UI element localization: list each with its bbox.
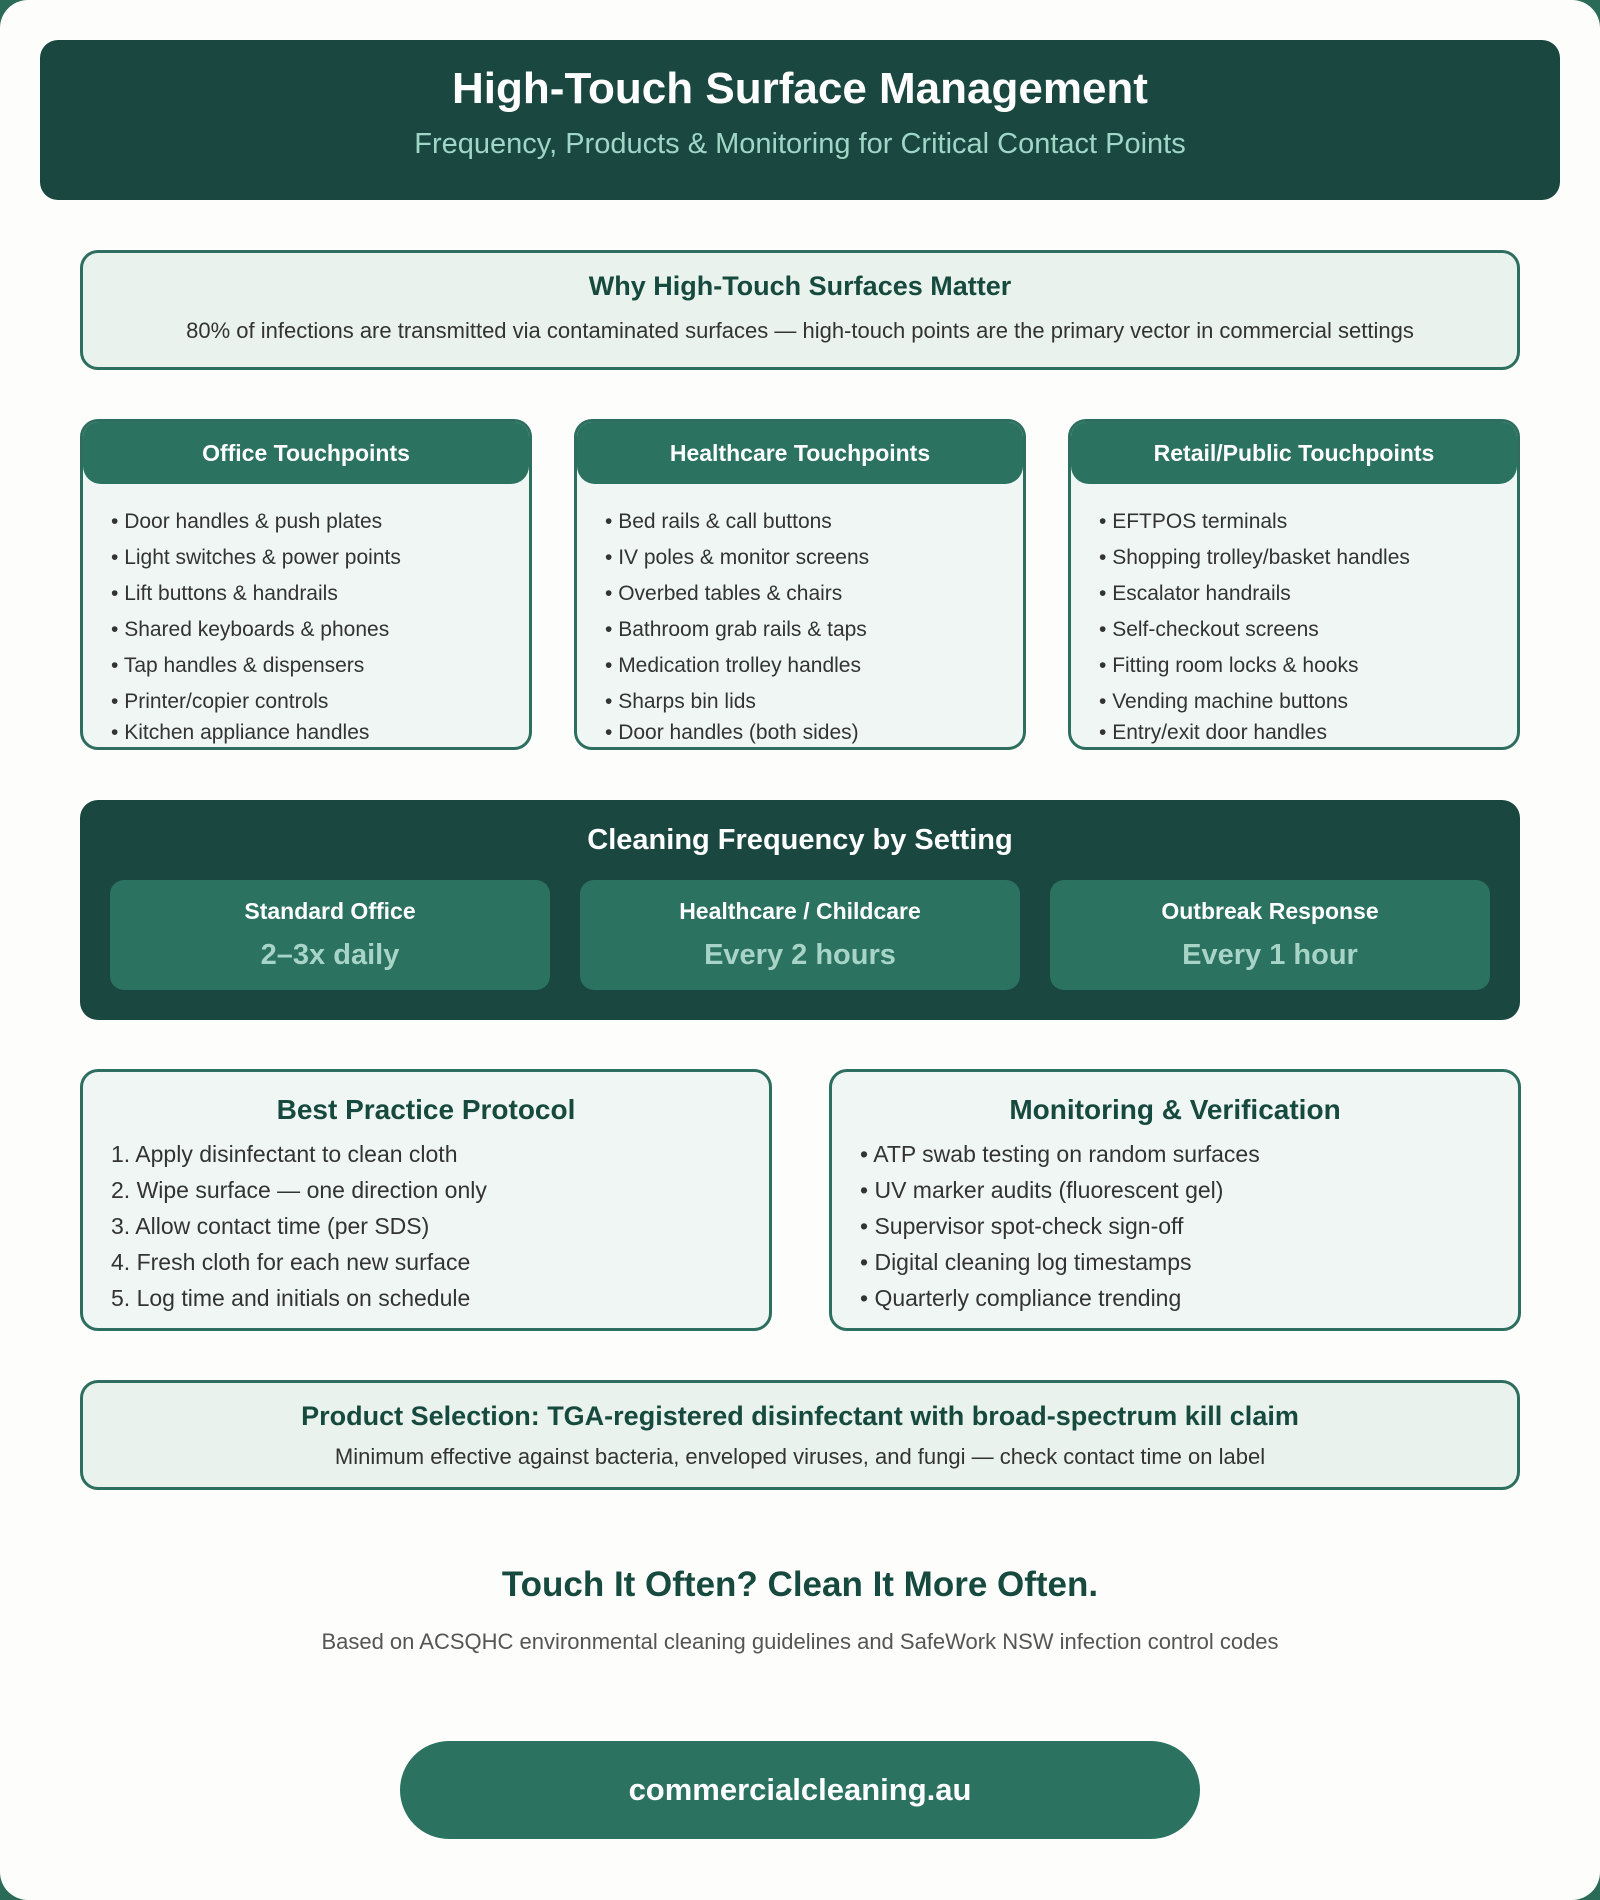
list-item: • Shopping trolley/basket handles: [1099, 540, 1517, 576]
monitoring-item: • Quarterly compliance trending: [860, 1280, 1518, 1316]
list-item: • Kitchen appliance handles: [111, 720, 529, 750]
list-item: • Door handles (both sides): [605, 720, 1023, 750]
card-title: Office Touchpoints: [83, 422, 529, 484]
list-item: • Fitting room locks & hooks: [1099, 648, 1517, 684]
protocol-title: Best Practice Protocol: [276, 1094, 576, 1125]
retail-touchpoints-card: [1068, 419, 1520, 750]
why-text: 80% of infections are transmitted via contaminated surfaces — high-touch points are the primary vector in commercial settings: [186, 318, 1414, 343]
list-item: • EFTPOS terminals: [1099, 504, 1517, 540]
website-link[interactable]: commercialcleaning.au: [400, 1741, 1200, 1839]
list-item: • Tap handles & dispensers: [111, 648, 529, 684]
product-title: Product Selection: TGA-registered disinfectant with broad-spectrum kill claim: [301, 1401, 1299, 1431]
protocol-step: 1. Apply disinfectant to clean cloth: [111, 1141, 458, 1167]
healthcare-touchpoints-card: [574, 419, 1026, 750]
page-subtitle: Frequency, Products & Monitoring for Critical Contact Points: [414, 128, 1186, 160]
frequency-box-outbreak: [1050, 880, 1490, 990]
protocol-step: 5. Log time and initials on schedule: [111, 1285, 471, 1311]
source-note: Based on ACSQHC environmental cleaning guidelines and SafeWork NSW infection control codes: [321, 1629, 1279, 1654]
list-item: • Bathroom grab rails & taps: [605, 612, 1023, 648]
list-item: • Medication trolley handles: [605, 648, 1023, 684]
list-item: • Printer/copier controls: [111, 684, 529, 720]
list-item: • Vending machine buttons: [1099, 684, 1517, 720]
why-title: Why High-Touch Surfaces Matter: [588, 271, 1012, 301]
list-item: • IV poles & monitor screens: [605, 540, 1023, 576]
frequency-label: Outbreak Response: [1161, 898, 1379, 924]
list-item: • Self-checkout screens: [1099, 612, 1517, 648]
card-title: Healthcare Touchpoints: [577, 422, 1023, 484]
list-item: • Sharps bin lids: [605, 684, 1023, 720]
protocol-step: 4. Fresh cloth for each new surface: [111, 1249, 471, 1275]
list-item: • Door handles & push plates: [111, 504, 529, 540]
list-item: • Shared keyboards & phones: [111, 612, 529, 648]
protocol-panel: [80, 1069, 772, 1331]
monitoring-panel: [829, 1069, 1521, 1331]
tagline: Touch It Often? Clean It More Often.: [501, 1565, 1099, 1604]
monitoring-title: Monitoring & Verification: [1009, 1094, 1341, 1125]
why-callout: [80, 250, 1520, 370]
monitoring-item: • Supervisor spot-check sign-off: [860, 1208, 1518, 1244]
list-item: • Lift buttons & handrails: [111, 576, 529, 612]
list-item: • Entry/exit door handles: [1099, 720, 1517, 750]
frequency-value: Every 2 hours: [704, 939, 896, 971]
frequency-section: [80, 800, 1520, 1020]
card-title: Retail/Public Touchpoints: [1071, 422, 1517, 484]
monitoring-item: • ATP swab testing on random surfaces: [860, 1136, 1518, 1172]
frequency-box-office: [110, 880, 550, 990]
header-banner: [40, 40, 1560, 200]
list-item: • Overbed tables & chairs: [605, 576, 1023, 612]
page-title: High-Touch Surface Management: [452, 64, 1148, 113]
office-touchpoints-card: [80, 419, 532, 750]
list-item: • Light switches & power points: [111, 540, 529, 576]
list-item: • Escalator handrails: [1099, 576, 1517, 612]
protocol-step: 2. Wipe surface — one direction only: [111, 1177, 487, 1203]
list-item: • Bed rails & call buttons: [605, 504, 1023, 540]
frequency-value: Every 1 hour: [1182, 939, 1358, 971]
frequency-box-healthcare: [580, 880, 1020, 990]
frequency-title: Cleaning Frequency by Setting: [587, 824, 1013, 856]
product-selection-callout: [80, 1380, 1520, 1490]
product-text: Minimum effective against bacteria, enveloped viruses, and fungi — check contact time on label: [334, 1444, 1266, 1469]
frequency-label: Healthcare / Childcare: [679, 898, 921, 924]
frequency-label: Standard Office: [244, 898, 416, 924]
monitoring-item: • UV marker audits (fluorescent gel): [860, 1172, 1518, 1208]
frequency-value: 2–3x daily: [260, 939, 400, 971]
monitoring-item: • Digital cleaning log timestamps: [860, 1244, 1518, 1280]
protocol-step: 3. Allow contact time (per SDS): [111, 1213, 430, 1239]
